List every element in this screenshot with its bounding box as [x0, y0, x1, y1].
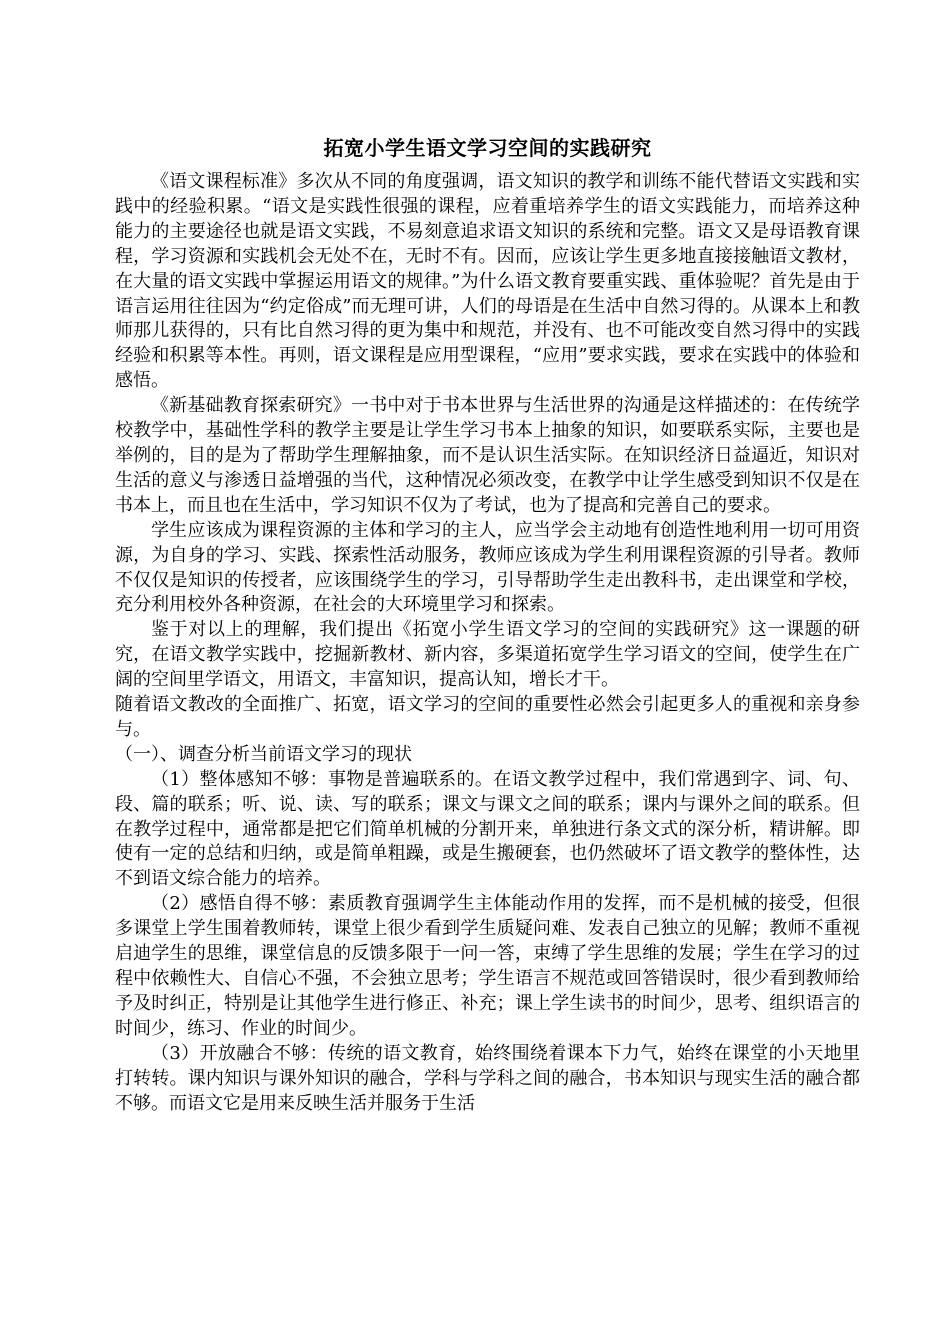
paragraph-curriculum-standard: 《语文课程标准》多次从不同的角度强调，语文知识的教学和训练不能代替语文实践和实践中的经验积累。“语文是实践性很强的课程，应着重培养学生的语文实践能力，而培养这种能力的主要途径也就是语文实践，不易刻意追求语文知识的系统和完整。语文又是母语教育课程，学习资源和实践机会无处不在，无时不有。因而，应该让学生更多地直接接触语文教材，在大量的语文实践中掌握运用语文的规律。”为什么语文教育要重实践、重体验呢？首先是由于语言运用往往因为“约定俗成”而无理可讲，人们的母语是在生活中自然习得的。从课本上和教师那儿获得的，只有比自然习得的更为集中和规范，并没有、也不可能改变自然习得中的实践经验和积累等本性。再则，语文课程是应用型课程，“应用”要求实践，要求在实践中的体验和感悟。: [115, 171, 860, 392]
section-heading-survey: （一）、调查分析当前语文学习的现状: [115, 743, 412, 765]
paragraph-student-subject: 学生应该成为课程资源的主体和学习的主人，应当学会主动地有创造性地利用一切可用资源，为自身的学习、实践、探索性活动服务，教师应该成为学生利用课程资源的引导者。教师不仅仅是知识的传授者，应该围绕学生的学习，引导帮助学生走出教科书，走出课堂和学校，充分利用校外各种资源，在社会的大环境里学习和探索。: [115, 519, 860, 616]
document-title: 拓宽小学生语文学习空间的实践研究: [323, 136, 652, 160]
document-page: [115, 132, 860, 1116]
paragraph-point-2: （2）感悟自得不够：素质教育强调学生主体能动作用的发挥，而不是机械的接受，但很多课堂上学生围着教师转，课堂上很少看到学生质疑问难、发表自己独立的见解；教师不重视启迪学生的思维，课堂信息的反馈多限于一问一答，束缚了学生思维的发展；学生在学习的过程中依赖性大、自信心不强，不会独立思考；学生语言不规范或回答错误时，很少看到教师给予及时纠正，特别是让其他学生进行修正、补充；课上学生读书的时间少，思考、组织语言的时间少，练习、作业的时间少。: [115, 893, 860, 1039]
paragraph-point-1: （1）整体感知不够：事物是普遍联系的。在语文教学过程中，我们常遇到字、词、句、段、篇的联系；听、说、读、写的联系；课文与课文之间的联系；课内与课外之间的联系。但在教学过程中，通常都是把它们简单机械的分割开来，单独进行条文式的深分析，精讲解。即使有一定的总结和归纳，或是简单粗躁，或是生搬硬套，也仍然破坏了语文教学的整体性，达不到语文综合能力的培养。: [115, 768, 860, 890]
paragraph-research-proposal: 鉴于对以上的理解，我们提出《拓宽小学生语文学习的空间的实践研究》这一课题的研究，在语文教学实践中，挖掘新教材、新内容，多渠道拓宽学生学习语文的空间，使学生在广阔的空间里学语文，用语文，丰富知识，提高认知，增长才干。: [115, 619, 860, 691]
paragraph-new-basic-education: 《新基础教育探索研究》一书中对于书本世界与生活世界的沟通是这样描述的：在传统学校教学中，基础性学科的教学主要是让学生学习书本上抽象的知识，如要联系实际，主要也是举例的，目的是为了帮助学生理解抽象，而不是认识生活实际。在知识经济日益逼近，知识对生活的意义与渗透日益增强的当代，这种情况必须改变，在教学中让学生感受到知识不仅是在书本上，而且也在生活中，学习知识不仅为了考试，也为了提高和完善自己的要求。: [115, 395, 860, 516]
paragraph-point-3: （3）开放融合不够：传统的语文教育，始终围绕着课本下力气，始终在课堂的小天地里打转转。课内知识与课外知识的融合，学科与学科之间的融合，书本知识与现实生活的融合都不够。而语文它是用来反映生活并服务于生活: [115, 1042, 860, 1114]
paragraph-reform-importance: 随着语文教改的全面推广、拓宽，语文学习的空间的重要性必然会引起更多人的重视和亲身参与。: [115, 694, 860, 740]
